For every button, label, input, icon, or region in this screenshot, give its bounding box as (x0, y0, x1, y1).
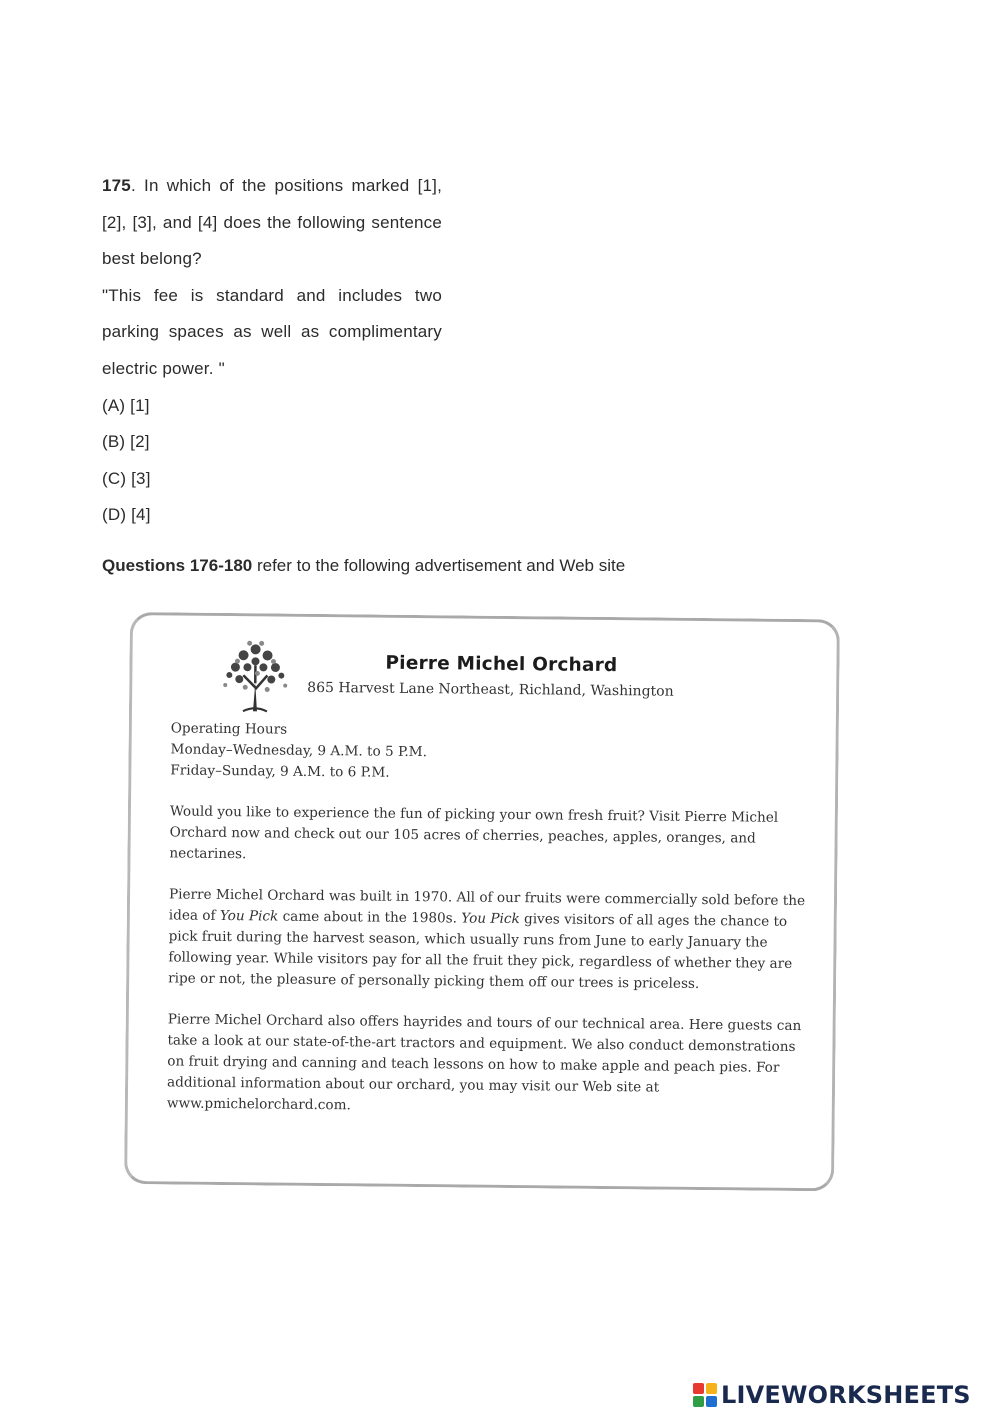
question-quote: "This fee is standard and includes two parking spaces as well as complimentary electric power. " (102, 285, 442, 378)
orchard-title: Pierre Michel Orchard (385, 652, 618, 677)
logo-square-yellow (706, 1383, 717, 1394)
logo-square-green (693, 1396, 704, 1407)
hours-heading: Operating Hours (170, 720, 288, 738)
paragraph-history (168, 884, 815, 996)
operating-hours (170, 718, 817, 788)
fruit-tree-icon (217, 631, 294, 714)
option-a: (A) [1] (102, 395, 150, 415)
logo-square-red (693, 1383, 704, 1394)
history-text: gives visitors of all ages the chance to pick fruit during the harvest season, which usually runs from June to early January the following year. While visitors pay for all the fruit they pick, regardless of whether they are ripe or not, the pleasure of personally picking them off our trees is priceless. (168, 911, 793, 992)
question-number: 175 (102, 176, 131, 195)
option-c: (C) [3] (102, 468, 151, 488)
history-text: came about in the 1980s. (278, 908, 462, 927)
hours-line: Friday–Sunday, 9 A.M. to 6 P.M. (170, 762, 390, 781)
question-stem-text: . In which of the positions marked [1], [2], [3], and [4] does the following sentence best belong? (102, 176, 442, 269)
intro-text: refer to the following advertisement and Web site (252, 556, 626, 575)
you-pick-term: You Pick (461, 910, 520, 928)
option-b: (B) [2] (102, 432, 150, 452)
paragraph-intro: Would you like to experience the fun of picking your own fresh fruit? Visit Pierre Michel Orchard now and check out our 105 acres of cherries, peaches, apples, oranges, and nectarines. (169, 803, 779, 863)
liveworksheets-brand: LIVEWORKSHEETS (721, 1381, 971, 1409)
question-stem (102, 168, 442, 278)
paragraph-activities: Pierre Michel Orchard also offers hayrides and tours of our technical area. Here guests can take a look at our state-of-the-art tractors and equipment. We also conduct demonstrations on fruit drying and canning and teach lessons on how to make apple and peach pies. For additional information about our orchard, you may visit our Web site at www.pmichelorchard.com. (166, 1011, 802, 1114)
option-d: (D) [4] (102, 505, 151, 525)
intro-question-range: Questions 176-180 (102, 556, 253, 575)
liveworksheets-logo[interactable] (693, 1378, 971, 1412)
orchard-address: 865 Harvest Lane Northeast, Richland, Washington (307, 679, 674, 700)
section-intro (102, 552, 802, 580)
liveworksheets-logo-icon (693, 1383, 717, 1407)
question-175 (102, 168, 442, 534)
history-text: Pierre Michel Orchard was built in 1970. All of our fruits were commercially sold before the idea of (168, 886, 806, 924)
you-pick-term: You Pick (219, 907, 279, 925)
advertisement (124, 612, 840, 1197)
hours-line: Monday–Wednesday, 9 A.M. to 5 P.M. (170, 741, 428, 761)
advertisement-body (167, 718, 817, 1141)
logo-square-blue (706, 1396, 717, 1407)
